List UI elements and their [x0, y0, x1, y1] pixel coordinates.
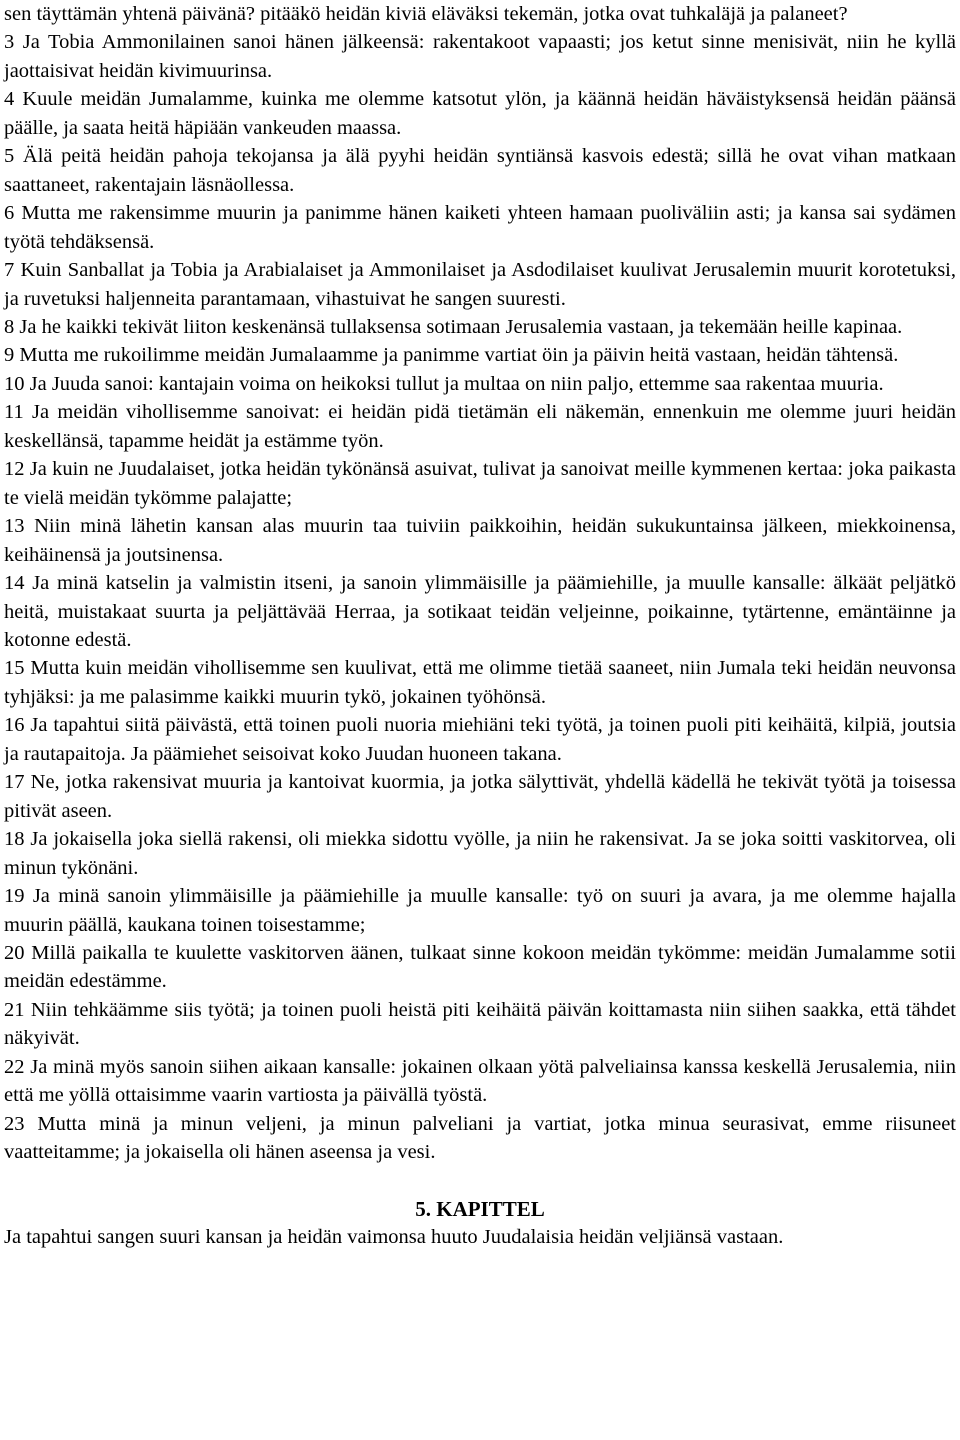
verse-20: 20 Millä paikalla te kuulette vaskitorven äänen, tulkaat sinne kokoon meidän tykömme: meidän Jumalamme sotii meidän edestämme.	[4, 941, 956, 993]
verse-19: 19 Ja minä sanoin ylimmäisille ja päämiehille ja muulle kansalle: työ on suuri ja avara, ja me olemme hajalla muurin päällä, kaukana toinen toisestamme;	[4, 885, 956, 936]
verse-10: 10 Ja Juuda sanoi: kantajain voima on heikoksi tullut ja multaa on niin paljo, ettemme saa rakentaa muuria.	[4, 372, 884, 395]
text-continuation: sen täyttämän yhtenä päivänä? pitääkö heidän kiviä eläväksi tekemän, jotka ovat tuhkaläjä ja palaneet?	[4, 3, 848, 25]
verse-6: 6 Mutta me rakensimme muurin ja panimme hänen kaiketi yhteen hamaan puoliväliin asti; ja kansa sai sydämen työtä tehdäksensä.	[4, 202, 956, 253]
verse-17: 17 Ne, jotka rakensivat muuria ja kantoivat kuormia, ja jotka sälyttivät, yhdellä kädellä he tekivät työtä ja toisessa pitivät aseen.	[4, 771, 956, 822]
verse-3: 3 Ja Tobia Ammonilainen sanoi hänen jälkeensä: rakentakoot vapaasti; jos ketut sinne menisivät, niin he kyllä jaottaisivat heidän kivimuurinsa.	[4, 31, 956, 82]
verse-13: 13 Niin minä lähetin kansan alas muurin taa tuiviin paikkoihin, heidän sukukuntainsa jälkeen, miekkoinensa, keihäinensä ja joutsinensa.	[4, 515, 956, 566]
verse-9: 9 Mutta me rukoilimme meidän Jumalaamme ja panimme vartiat öin ja päivin heitä vastaan, heidän tähtensä.	[4, 344, 899, 367]
verse-5: 5 Älä peitä heidän pahoja tekojansa ja älä pyyhi heidän syntiänsä kasvois edestä; sillä he ovat vihan matkaan saattaneet, rakentajain läsnäollessa.	[4, 145, 956, 196]
verse-18: 18 Ja jokaisella joka siellä rakensi, oli miekka sidottu vyölle, ja niin he rakensivat. Ja se joka soitti vaskitorvea, oli minun tykönäni.	[4, 828, 956, 879]
chapter-heading: 5. KAPITTEL	[415, 1196, 545, 1221]
verse-4: 4 Kuule meidän Jumalamme, kuinka me olemme katsotut ylön, ja käännä heidän häväistyksensä heidän päänsä päälle, ja saata heitä häpiään vankeuden maassa.	[4, 88, 956, 139]
verse-8: 8 Ja he kaikki tekivät liiton keskenänsä tullaksensa sotimaan Jerusalemia vastaan, ja tekemään heille kapinaa.	[4, 315, 903, 338]
verse-22: 22 Ja minä myös sanoin siihen aikaan kansalle: jokainen olkaan yötä palveliainsa kanssa keskellä Jerusalemia, niin että me yöllä ottaisimme vaarin vartiosta ja päivällä työstä.	[4, 1055, 956, 1107]
verse-21: 21 Niin tehkäämme siis työtä; ja toinen puoli heistä piti keihäitä päivän koittamasta niin siihen saakka, että tähdet näkyivät.	[4, 998, 956, 1050]
chapter-intro: Ja tapahtui sangen suuri kansan ja heidän vaimonsa huuto Juudalaisia heidän veljiänsä vastaan.	[4, 1226, 784, 1249]
verse-12: 12 Ja kuin ne Juudalaiset, jotka heidän tykönänsä asuivat, tulivat ja sanoivat meille kymmenen kertaa: joka paikasta te vielä meidän tykömme palajatte;	[4, 458, 956, 509]
verse-15: 15 Mutta kuin meidän vihollisemme sen kuulivat, että me olimme tietää saaneet, niin Jumala teki heidän neuvonsa tyhjäksi: ja me palasimme kaikki muurin tykö, jokainen työhönsä.	[4, 657, 956, 708]
verse-11: 11 Ja meidän vihollisemme sanoivat: ei heidän pidä tietämän eli näkemän, ennenkuin me olemme juuri heidän keskellänsä, tapamme heidät ja estämme työn.	[4, 401, 956, 452]
verse-14: 14 Ja minä katselin ja valmistin itseni, ja sanoin ylimmäisille ja päämiehille, ja muulle kansalle: älkäät peljätkö heitä, muistakaat suurta ja peljättävää Herraa, ja sotikaat teidän veljeinne, poikainne, tytärtenne, emäntäinne ja kotonne edestä.	[4, 572, 956, 651]
verse-23: 23 Mutta minä ja minun veljeni, ja minun palveliani ja vartiat, jotka minua seurasivat, emme riisuneet vaatteitamme; ja jokaisella oli hänen aseensa ja vesi.	[4, 1112, 956, 1164]
verse-7: 7 Kuin Sanballat ja Tobia ja Arabialaiset ja Ammonilaiset ja Asdodilaiset kuulivat Jerusalemin muurit korotetuksi, ja ruvetuksi haljenneita parantamaan, vihastuivat he sangen suuresti.	[4, 259, 956, 310]
document-page	[4, 0, 956, 1251]
verse-16: 16 Ja tapahtui siitä päivästä, että toinen puoli nuoria miehiäni teki työtä, ja toinen puoli piti keihäitä, kilpiä, joutsia ja rautapaitoja. Ja päämiehet seisoivat koko Juudan huoneen takana.	[4, 714, 956, 765]
